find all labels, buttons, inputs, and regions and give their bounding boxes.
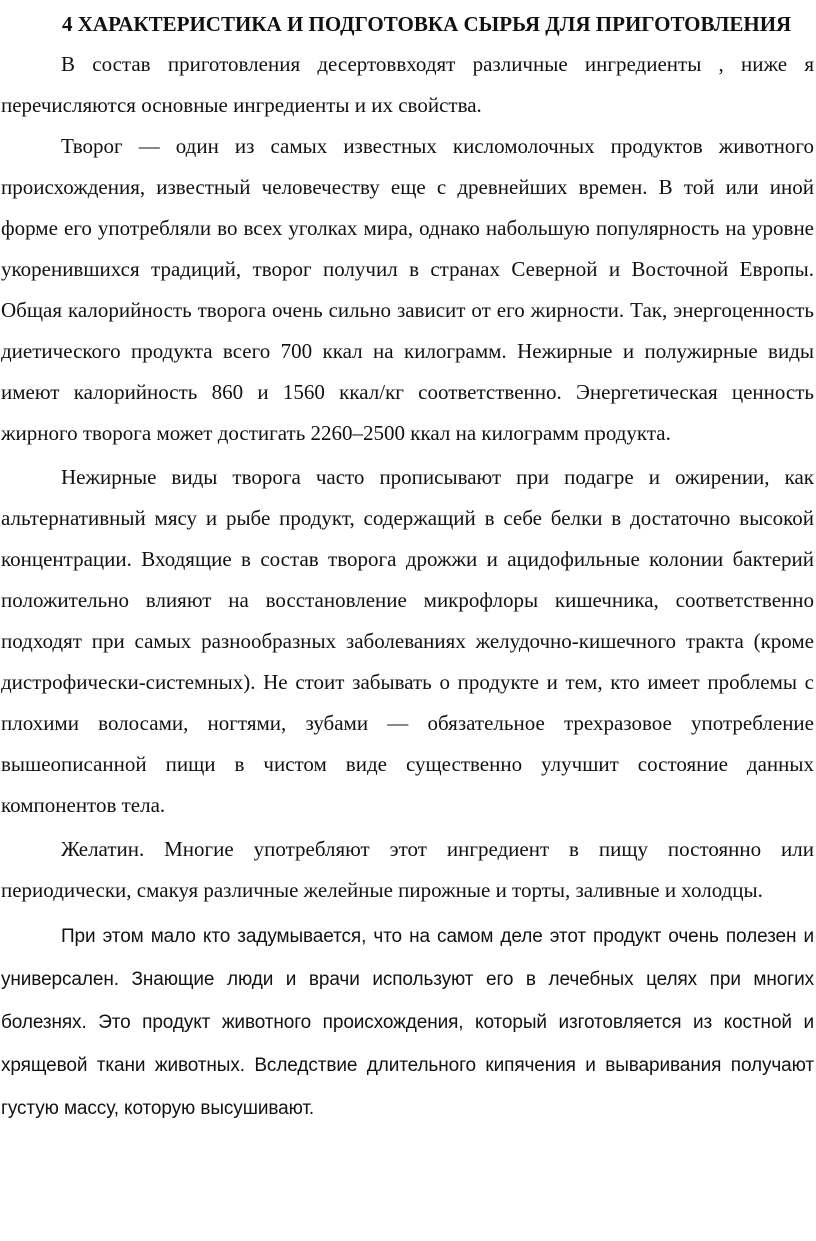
paragraph-gelatin-benefits: При этом мало кто задумывается, что на самом деле этот продукт очень полезен и универсален. Знающие люди и врачи используют его в лечебных целях при многих болезнях. Это продукт животного происхождения, который изготовляется из костной и хрящевой ткани животных. Вследствие длительного кипячения и вываривания получают густую массу, которую высушивают.: [1, 926, 814, 1119]
paragraph-intro: В состав приготовления десертоввходят различные ингредиенты , ниже я перечисляются основные ингредиенты и их свойства.: [1, 52, 814, 117]
paragraph-tvorog: Творог — один из самых известных кисломолочных продуктов животного происхождения, известный человечеству еще с древнейших времен. В той или иной форме его употребляли во всех уголках мира, однако набольшую популярность на уровне укоренившихся традиций, творог получил в странах Северной и Восточной Европы. Общая калорийность творога очень сильно зависит от его жирности. Так, энергоценность диетического продукта всего 700 ккал на килограмм. Нежирные и полужирные виды имеют калорийность 860 и 1560 ккал/кг соответственно. Энергетическая ценность жирного творога может достигать 2260–2500 ккал на килограмм продукта.: [1, 134, 814, 445]
section-heading: 4 ХАРАКТЕРИСТИКА И ПОДГОТОВКА СЫРЬЯ ДЛЯ ПРИГОТОВЛЕНИЯ: [62, 12, 792, 36]
paragraph-tvorog-health: Нежирные виды творога часто прописывают при подагре и ожирении, как альтернативный мясу и рыбе продукт, содержащий в себе белки в достаточно высокой концентрации. Входящие в состав творога дрожжи и ацидофильные колонии бактерий положительно влияют на восстановление микрофлоры кишечника, соответственно подходят при самых разнообразных заболеваниях желудочно-кишечного тракта (кроме дистрофически-системных). Не стоит забывать о продукте и тем, кто имеет проблемы с плохими волосами, ногтями, зубами — обязательное трехразовое употребление вышеописанной пищи в чистом виде существенно улучшит состояние данных компонентов тела.: [1, 465, 814, 817]
paragraph-gelatin: Желатин. Многие употребляют этот ингредиент в пищу постоянно или периодически, смакуя различные желейные пирожные и торты, заливные и холодцы.: [1, 837, 814, 902]
